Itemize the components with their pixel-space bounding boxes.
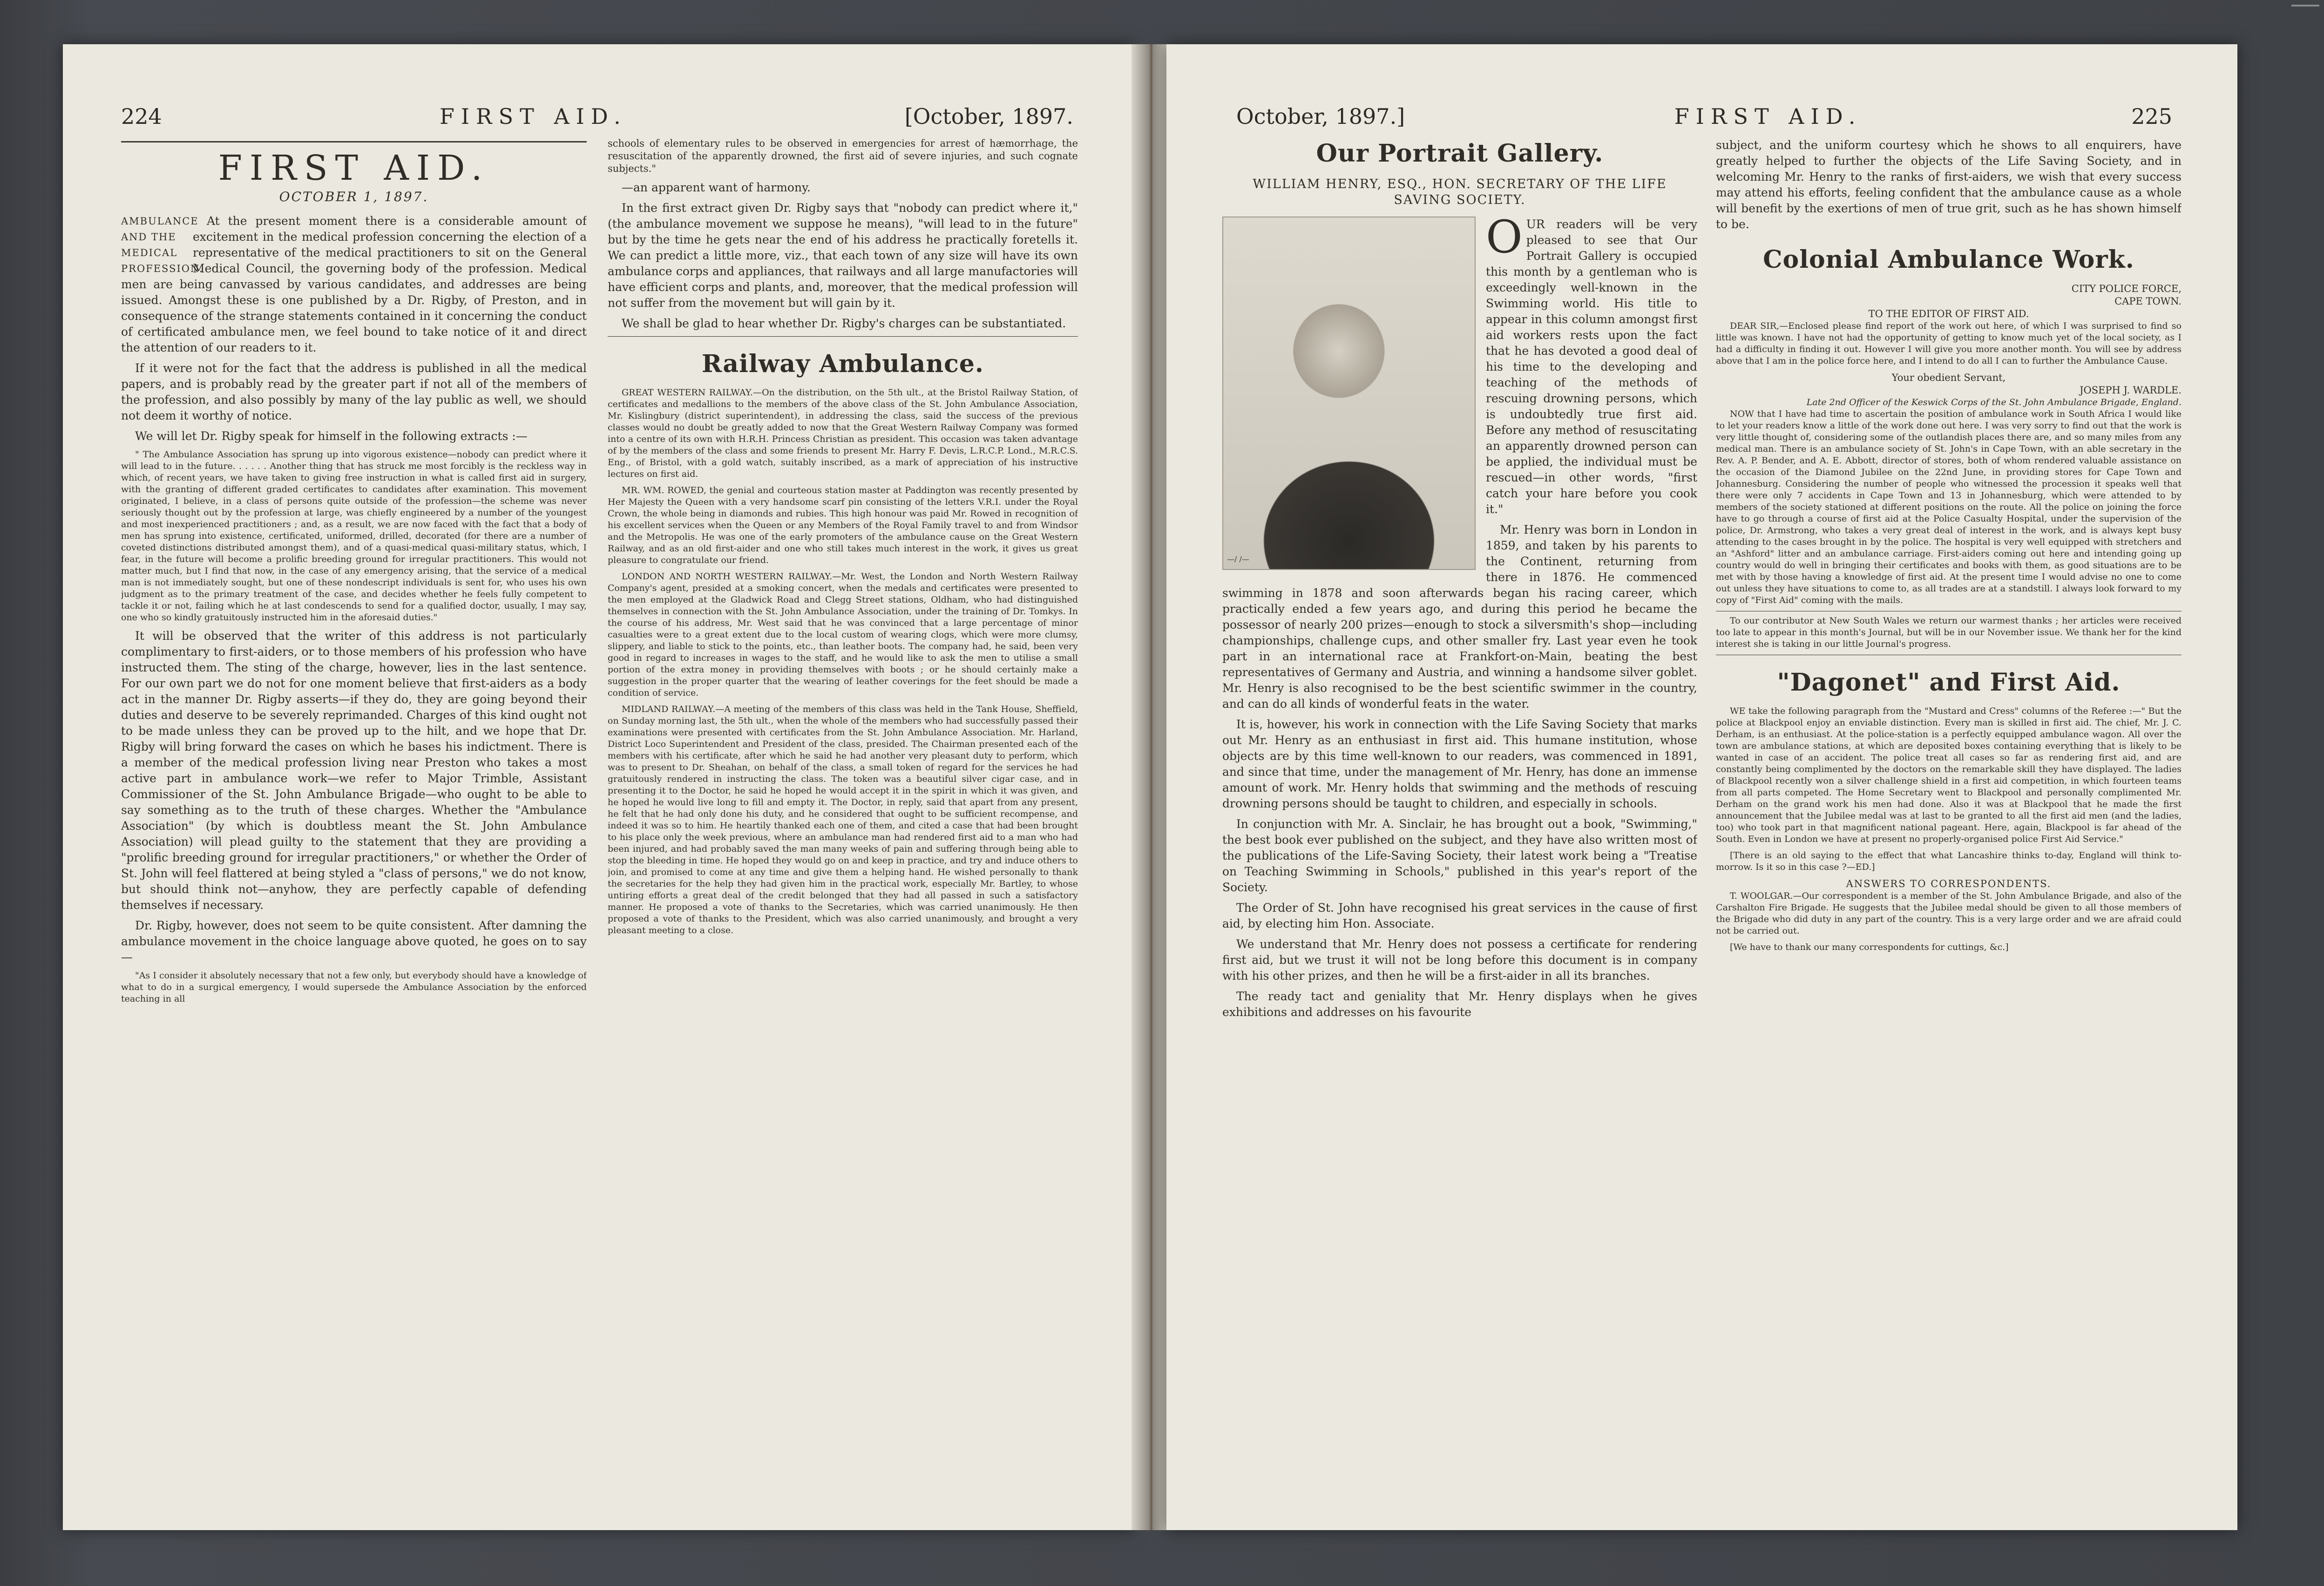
article-paragraph: Mr. Henry was born in London in 1859, and taken by his parents to the Continent, returning from there in 1876. He commenced swimming in 1878 and soon afterwards began his racing career, which practically ended a few years ago, and during this period he became the possessor of nearly 200 prizes—enough to stock a silversmith's shop—including championships, challenge cups, and other smaller fry. Last year even he took part in an international race at Frankfort-on-Main, beating the best representatives of Germany and Austria, and winning a handsome silver goblet. Mr. Henry is also recognised to be the best scientific swimmer in the country, and can do all kinds of wonderful feats in the water. [1222, 523, 1697, 711]
letter-title: Late 2nd Officer of the Keswick Corps of the St. John Ambulance Brigade, England. [1806, 397, 2182, 407]
editorial-paragraph: We will let Dr. Rigby speak for himself in the following extracts :— [135, 429, 528, 443]
left-column-2 [608, 137, 1078, 1450]
news-item: T. WOOLGAR.—Our correspondent is a member of the St. John Ambulance Brigade, and also of the Carshalton Fire Brigade. He suggests that the Jubilee medal should be given to all those members of the Brigade who did duty in any part of the country. This is a very large order and we are afraid could not be carried out. [1716, 891, 2182, 936]
article-paragraph: In conjunction with Mr. A. Sinclair, he has brought out a book, "Swimming," the best book ever published on the subject, and they have also written most of the publications of the Life-Saving Society, their latest work being a "Treatise on Teaching Swimming in Schools," published in this year's report of the Society. [1222, 817, 1697, 894]
news-item: MR. WM. ROWED, the genial and courteous station master at Paddington was recently presented by Her Majesty the Queen with a very handsome scarf pin consisting of the letters V.R.I. under the Royal Crown, the whole being in diamonds and rubies. This high honour was paid Mr. Rowed in recognition of his excellent services when the Queen or any Members of the Royal Family travel to and from Windsor and the Metropolis. He was one of the early promoters of the ambulance cause on the Great Western Railway, and as an old first-aider and one who still takes much interest in the work, it gives us great pleasure to congratulate our friend. [608, 485, 1078, 565]
running-title: FIRST AID. [439, 104, 627, 129]
news-item: GREAT WESTERN RAILWAY.—On the distribution, on the 5th ult., at the Bristol Railway Station, of certificates and medallions to the members of the above class of the St. John Ambulance Association, Mr. Kislingbury (district superintendent), in addressing the class, said the success of the previous classes would no doubt be greatly added to now that the Great Western Railway Company was formed into a centre of its own with H.R.H. Princess Christian as president. This occasion was taken advantage of by the members of the class and some friends to present Mr. Harry F. Devis, L.R.C.P. Lond., M.R.C.S. Eng., of Bristol, with a gold watch, suitably inscribed, as a mark of appreciation of his instructive lectures on first aid. [608, 387, 1078, 479]
news-item: WE take the following paragraph from the "Mustard and Cress" columns of the Referee :—" But the police at Blackpool enjoy an enviable distinction. Every man is skilled in first aid. The chief, Mr. J. C. Derham, is an enthusiast. At the police-station is a perfectly equipped ambulance wagon. All over the town are ambulance stations, at which are deposited boxes containing everything that is likely to be wanted in case of an accident. The police treat all cases so far as rendering first aid, and are constantly being complimented by the doctors on the remarkable skill they have displayed. The ladies of Blackpool recently won a silver challenge shield in a first aid competition, in which fourteen teams from all parts competed. The Home Secretary went to Blackpool and personally complimented Mr. Derham on the grand work his men had done. Also it was at Blackpool that he made the first announcement that the Jubilee medal was at last to be granted to all the first aid men (and the ladies, too) who took part in that magnificent national pageant. Here, again, Blackpool is far ahead of the South. Even in London we have at present no properly-organised police First Aid Service." [1716, 706, 2182, 844]
running-date: October, 1897.] [1236, 104, 1405, 129]
letter-body: DEAR SIR,—Enclosed please find report of the work out here, of which I was surprised to find so little was known. I have not had the opportunity of getting to know much yet of the local society, as I had a difficulty in finding it out. However I will give you more another month. You will see by address above that I am in the police force here, and I intend to do all I can to further the Ambulance Cause. [1716, 321, 2182, 366]
drop-cap: O [1486, 211, 1523, 263]
left-page [63, 44, 1134, 1530]
block-quote: " The Ambulance Association has sprung up into vigorous existence—nobody can predict where it will lead to in the future. . . . . . Another thing that has struck me most forcibly is the reckless way in which, of recent years, we have taken to giving free instruction in what is called first aid in surgery, with the granting of different graded certificates to candidates after examination. This movement originated, I believe, in a class of persons quite outside of the profession—the scheme was never seriously thought out by the profession at large, was chiefly engineered by a number of the youngest and most inexperienced practitioners ; and, as a result, we are now faced with the fact that a body of men has sprung into existence, certificated, uniformed, drilled, decorated (for there are a number of coveted distinctions distributed amongst them), and of a quasi-medical quasi-military status, which, I fear, in the future will become a prolific breeding ground for irregular practitioners. This would not matter much, but I find that now, in the case of any emergency arising, that the service of a medical man is not immediately sought, but one of these nondescript individuals is sent for, who uses his own judgment as to the primary treatment of the case, and decides whether he feels fully competent to tackle it or not, failing which he at last condescends to send for a qualified doctor, usually, I may say, one who so kindly gratuitously instructed him in the aforesaid duties." [121, 449, 587, 623]
block-quote: "As I consider it absolutely necessary that not a few only, but everybody should have a knowledge of what to do in a surgical emergency, I would supersede the Ambulance Association by the enforced teaching in all [121, 970, 587, 1004]
quote-continuation: schools of elementary rules to be observed in emergencies for arrest of hæmorrhage, the resuscitation of the apparently drowned, the first aid of severe injuries, and such cognate subjects." [608, 138, 1078, 174]
right-running-head [1236, 100, 2172, 133]
letter-close: Your obedient Servant, [1891, 372, 2006, 383]
news-item: MIDLAND RAILWAY.—A meeting of the members of this class was held in the Tank House, Sheffield, on Sunday morning last, the 5th ult., when the whole of the members who had successfully passed their examinations were presented with certificates from the St. John Ambulance Association. Mr. Harland, District Loco Superintendent and President of the class, presided. The Chairman presented each of the members with his certificate, after which he said he had another very pleasant duty to perform, which was to present to Dr. Sheahan, on behalf of the class, a small token of regard for the services he had gratuitously rendered in instructing the class. The token was a beautiful silver cigar case, and in presenting it to the Doctor, he said he hoped he would accept it in the spirit in which it was given, and he hoped he would live long to fill and empty it. The Doctor, in reply, said that apart from any present, he felt that he had only done his duty, and he considered that ought to be sufficient recompense, and indeed it was so to him. He heartily thanked each one of them, and cited a case that had been brought to his place only the week previous, where an ambulance man had rendered first aid to a man who had been injured, and had probably saved the man many weeks of pain and suffering through being able to stop the bleeding in time. He hoped they would go on and keep in practice, and try and induce others to join, and promised to come at any time and give them a helping hand. He wished personally to thank the secretaries for the help they had given him in the practical work, especially Mr. Bartley, to whose untiring efforts a great deal of the credit belonged that they had all passed in such a satisfactory manner. He proposed a vote of thanks to the Secretaries, which was carried unanimously. He then proposed a vote of thanks to the President, which was also carried unanimously, and brought a very pleasant meeting to a close. [608, 704, 1078, 935]
right-page [1166, 44, 2237, 1530]
scale-marker [2291, 5, 2319, 7]
running-title: FIRST AID. [1674, 104, 1862, 129]
masthead: FIRST AID. [218, 148, 490, 188]
right-column-1 [1222, 137, 1697, 1450]
left-running-head [121, 100, 1073, 133]
right-column-2 [1716, 137, 2182, 1450]
section-heading: Colonial Ambulance Work. [1763, 245, 2134, 274]
sidenote: AMBULANCE AND THE MEDICAL PROFESSION. [121, 216, 203, 274]
article-paragraph: It is, however, his work in connection with the Life Saving Society that marks out Mr. Henry as an enthusiast in first aid. This humane institution, whose objects are by this time well-known to our readers, was commenced in 1891, and since that time, under the management of Mr. Henry, has done an immense amount of work. Mr. Henry holds that swimming and the methods of rescuing drowning persons should be taught to children, and especially in schools. [1222, 718, 1697, 810]
book-gutter [1132, 44, 1171, 1530]
editor-note: To our contributor at New South Wales we return our warmest thanks ; her articles were received too late to appear in this month's Journal, but will be in our November issue. We thank her for the kind interest she is taking in our little Journal's progress. [1716, 616, 2182, 649]
section-heading: Our Portrait Gallery. [1316, 139, 1604, 168]
portrait-subhead: WILLIAM HENRY, ESQ., HON. SECRETARY OF THE LIFE SAVING SOCIETY. [1253, 177, 1667, 207]
editor-note: [There is an old saying to the effect that what Lancashire thinks to-day, England will think to-morrow. Is it so in this case ?—ED.] [1716, 850, 2182, 872]
editor-note: [We have to thank our many correspondents for cuttings, &c.] [1730, 942, 2009, 952]
letter-address: CITY POLICE FORCE, [2071, 283, 2182, 294]
editorial-paragraph: It will be observed that the writer of this address is not particularly complimentary to first-aiders, or to those members of his profession who have instructed them. The sting of the charge, however, lies in the last sentence. For our own part we do not for one moment believe that first-aiders as a body act in the manner Dr. Rigby asserts—if they do, they are going beyond their duties and deserve to be severely reprimanded. Charges of this kind ought not to be made unless they can be proved up to the hilt, and we hope that Dr. Rigby will bring forward the cases on which he bases his indictment. There is a member of the medical profession living near Preston who takes a most active part in ambulance work—we refer to Major Trimble, Assistant Commissioner of the St. John Ambulance Brigade—who ought to be able to say something as to the truth of these charges. Whether the "Ambulance Association" (by which is doubtless meant the St. John Ambulance Association) will plead guilty to the statement that they are providing a "prolific breeding ground for irregular practitioners," or whether the Order of St. John will feel flattered at being styled a "class of persons," we do not know, but should think not—anyhow, they are perfectly capable of defending themselves if necessary. [121, 629, 587, 912]
editorial-paragraph: At the present moment there is a considerable amount of excitement in the medical profession concerning the election of a representative of the medical practitioners to sit on the General Medical Council, the governing body of the profession. Medical men are being canvassed by various candidates, and addresses are being issued. Amongst these is one published by a Dr. Rigby, of Preston, and in consequence of the strange statements contained in it concerning the conduct of certificated ambulance men, we feel bound to take notice of it and direct the attention of our readers to it. [121, 214, 587, 354]
running-date: [October, 1897. [904, 104, 1073, 129]
editorial-paragraph: Dr. Rigby, however, does not seem to be quite consistent. After damning the ambulance movement in the choice language above quoted, he goes on to say— [121, 919, 587, 964]
left-column-1 [121, 137, 587, 1450]
article-paragraph: subject, and the uniform courtesy which he shows to all enquirers, have greatly helped to further the objects of the Life Saving Society, and in welcoming Mr. Henry to the ranks of first-aiders, we wish that every success may attend his efforts, feeling confident that the ambulance cause as a whole will benefit by the exertions of men of true grit, such as he has shown himself to be. [1716, 138, 2182, 231]
report-body: NOW that I have had time to ascertain the position of ambulance work in South Africa I would like to let your readers know a little of the work done out here. I was very sorry to find out that the work is very little thought of, considering some of the outlandish places there are, and so many miles from any medical man. There is an ambulance society of St. John's in Cape Town, with an able secretary in the Rev. A. P. Bender, and A. E. Abbott, director of stores, both of whom rendered valuable assistance on the occasion of the Diamond Jubilee on the 22nd June, in providing stores for Cape Town and Johannesburg. Considering the number of people who witnessed the procession it speaks well that there were only 7 accidents in Cape Town and 13 in Johannesburg, which were attended to by members of the society stationed at different positions on the route. All the police on joining the force have to go through a course of first aid at the Police Casualty Hospital, under the supervision of the police, Dr. Armstrong, who takes a very great deal of interest in the work, and is always kept busy attending to the cases brought in by the police. The hospital is very well equipped with stretchers and an "Ashford" litter and an ambulance carriage. First-aiders coming out here and intending going up country would do well in bringing their certificates and books with them, as good situations are to be met with by those having a knowledge of first aid. At the present time I would advise no one to come out unless they have situations to come to, as all trades are at a standstill. I always look forward to my copy of "First Aid" coming with the mails. [1716, 409, 2182, 605]
article-paragraph: We understand that Mr. Henry does not possess a certificate for rendering first aid, but we trust it will not be long before this document is in company with his other prizes, and then he will be a first-aider in all its branches. [1222, 937, 1697, 983]
portrait-photo [1222, 217, 1476, 570]
editorial-paragraph: —an apparent want of harmony. [622, 181, 811, 194]
dateline: OCTOBER 1, 1897. [279, 189, 429, 204]
divider [121, 141, 587, 142]
news-item: LONDON AND NORTH WESTERN RAILWAY.—Mr. West, the London and North Western Railway Company's agent, presided at a smoking concert, when the medals and certificates were presented to the men employed at the Gladwick Road and Clegg Street stations, Oldham, who had distinguished themselves in connection with the St. John Ambulance Association, under the training of Dr. Tomkys. In the course of his address, Mr. West said that he was convinced that a large percentage of minor casualties were to a great extent due to the local custom of wearing clogs, which were more clumsy, slippery, and liable to stick to the points, etc., than leather boots. The company had, he said, been very good in regard to increases in wages to the staff, and he would like to ask the men to utilise a small portion of the extra money in providing themselves with boots ; or he should certainly make a suggestion in the proper quarter that the wearing of leather coverings for the feet should be made a condition of service. [608, 571, 1078, 698]
divider [608, 336, 1078, 337]
editorial-paragraph: We shall be glad to hear whether Dr. Rigby's charges can be substantiated. [622, 317, 1066, 330]
section-heading: "Dagonet" and First Aid. [1777, 668, 2121, 697]
editorial-paragraph: In the first extract given Dr. Rigby says that "nobody can predict where it," (the ambulance movement we suppose he means), "will lead to in the future" but by the time he gets near the end of his address he practically foretells it. We can predict a little more, viz., that each town of any size will have its own ambulance corps and appliances, that railways and all large manufactories will have efficient corps and plants, and, moreover, that the medical profession will not suffer from the movement but will gain by it. [608, 201, 1078, 310]
article-paragraph: The ready tact and geniality that Mr. Henry displays when he gives exhibitions and addresses on his favourite [1222, 990, 1697, 1019]
letter-salutation-to: TO THE EDITOR OF FIRST AID. [1868, 308, 2029, 319]
article-text: UR readers will be very pleased to see that Our Portrait Gallery is occupied this month by a gentleman who is exceedingly well-known in the Swimming world. His title to appear in this column amongst first aid workers rests upon the fact that he has devoted a good deal of his time to the developing and teaching of the methods of rescuing drowning persons, which is undoubtedly true first aid. Before any method of resuscitating an apparently drowned person can be applied, the individual must be rescued—in other words, "first catch your hare before you cook it." [1486, 217, 1697, 516]
letter-address: CAPE TOWN. [2114, 296, 2182, 307]
page-number: 225 [2131, 104, 2172, 129]
article-paragraph: The Order of St. John have recognised his great services in the cause of first aid, by electing him Hon. Associate. [1222, 901, 1697, 930]
section-heading: Railway Ambulance. [701, 350, 984, 378]
photo-credit: —/ /— [1227, 555, 1249, 563]
letter-signature: JOSEPH J. WARDLE. [2080, 385, 2182, 396]
section-heading: ANSWERS TO CORRESPONDENTS. [1846, 878, 2052, 889]
editorial-paragraph: If it were not for the fact that the address is published in all the medical papers, and is probably read by the greater part if not all of the members of the profession, and also possibly by many of the lay public as well, we should not deem it worthy of notice. [121, 361, 587, 422]
page-number: 224 [121, 104, 162, 129]
